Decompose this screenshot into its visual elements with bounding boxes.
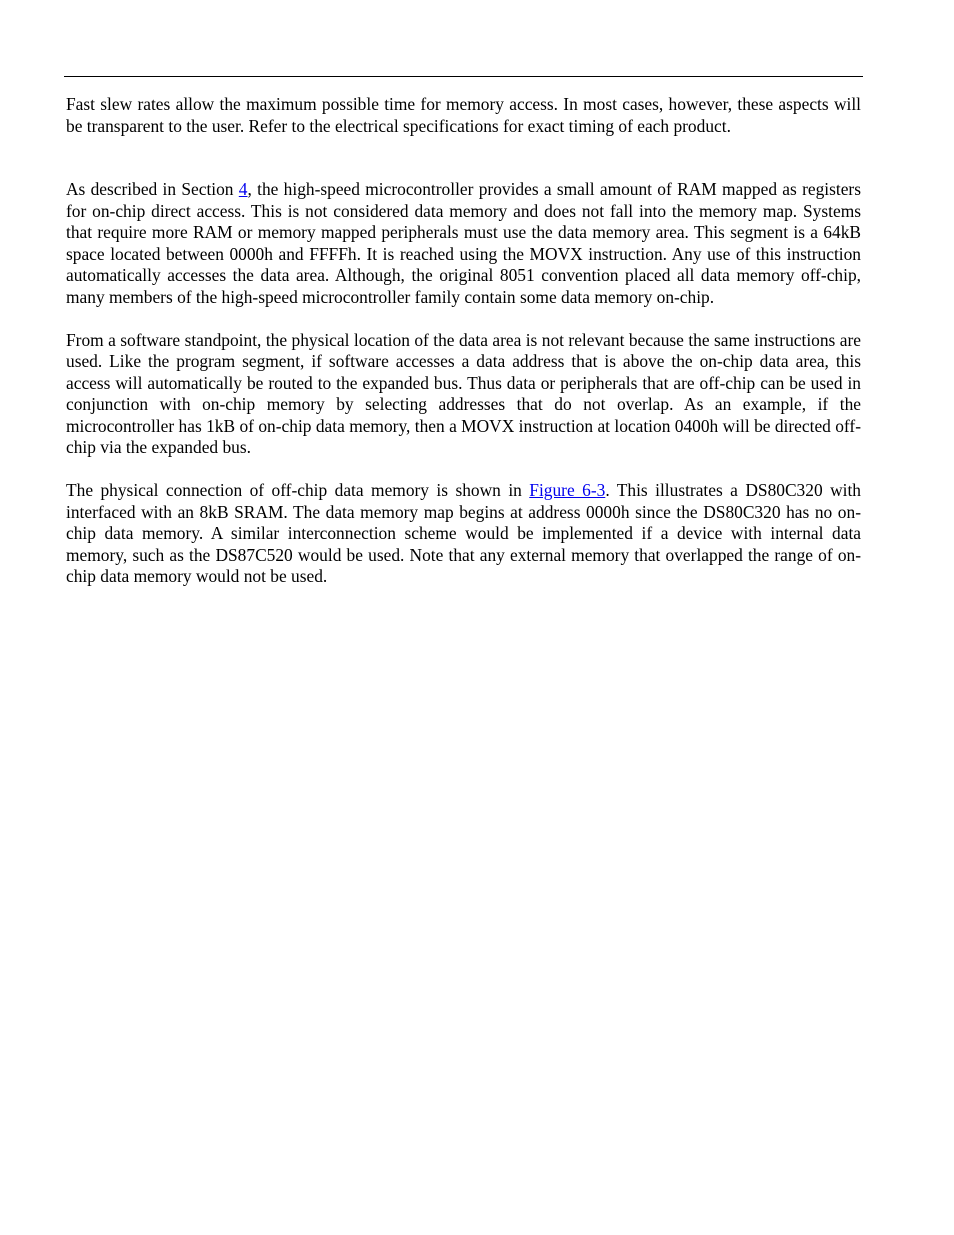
header-rule bbox=[64, 76, 863, 77]
section-4-link[interactable]: 4 bbox=[238, 179, 248, 199]
document-body bbox=[66, 94, 861, 588]
paragraph-data-memory-intro bbox=[66, 179, 861, 308]
paragraph-text: . This illustrates a DS80C320 with interfaced with an 8kB SRAM. The data memory map begins at address 0000h since the DS80C320 has no on-chip data memory. A similar interconnection scheme would be implemented if a device with internal data memory, such as the DS87C520 would be used. Note that any external memory that overlapped the range of on-chip data memory would not be used. bbox=[66, 480, 861, 586]
figure-6-3-link[interactable]: Figure 6-3 bbox=[529, 480, 606, 500]
paragraph-text: The physical connection of off-chip data memory is shown in bbox=[66, 480, 530, 500]
paragraph-slew-rates: Fast slew rates allow the maximum possible time for memory access. In most cases, however, these aspects will be transparent to the user. Refer to the electrical specifications for exact timing of each product. bbox=[66, 94, 861, 136]
paragraph-text: As described in Section bbox=[66, 179, 239, 199]
paragraph-software-standpoint: From a software standpoint, the physical location of the data area is not relevant because the same instructions are used. Like the program segment, if software accesses a data address that is above the on-chip data area, this access will automatically be routed to the expanded bus. Thus data or peripherals that are off-chip can be used in conjunction with on-chip memory by selecting addresses that do not overlap. As an example, if the microcontroller has 1kB of on-chip data memory, then a MOVX instruction at location 0400h will be directed off-chip via the expanded bus. bbox=[66, 329, 861, 457]
paragraph-text: , the high-speed microcontroller provides a small amount of RAM mapped as registers for on-chip direct access. This is not considered data memory and does not fall into the memory map. Systems that require more RAM or memory mapped peripherals must use the data memory area. This segment is a 64kB space located between 0000h and FFFFh. It is reached using the MOVX instruction. Any use of this instruction automatically accesses the data area. Although, the original 8051 convention placed all data memory off-chip, many members of the high-speed microcontroller family contain some data memory on-chip. bbox=[66, 179, 861, 307]
paragraph-physical-connection bbox=[66, 480, 861, 588]
